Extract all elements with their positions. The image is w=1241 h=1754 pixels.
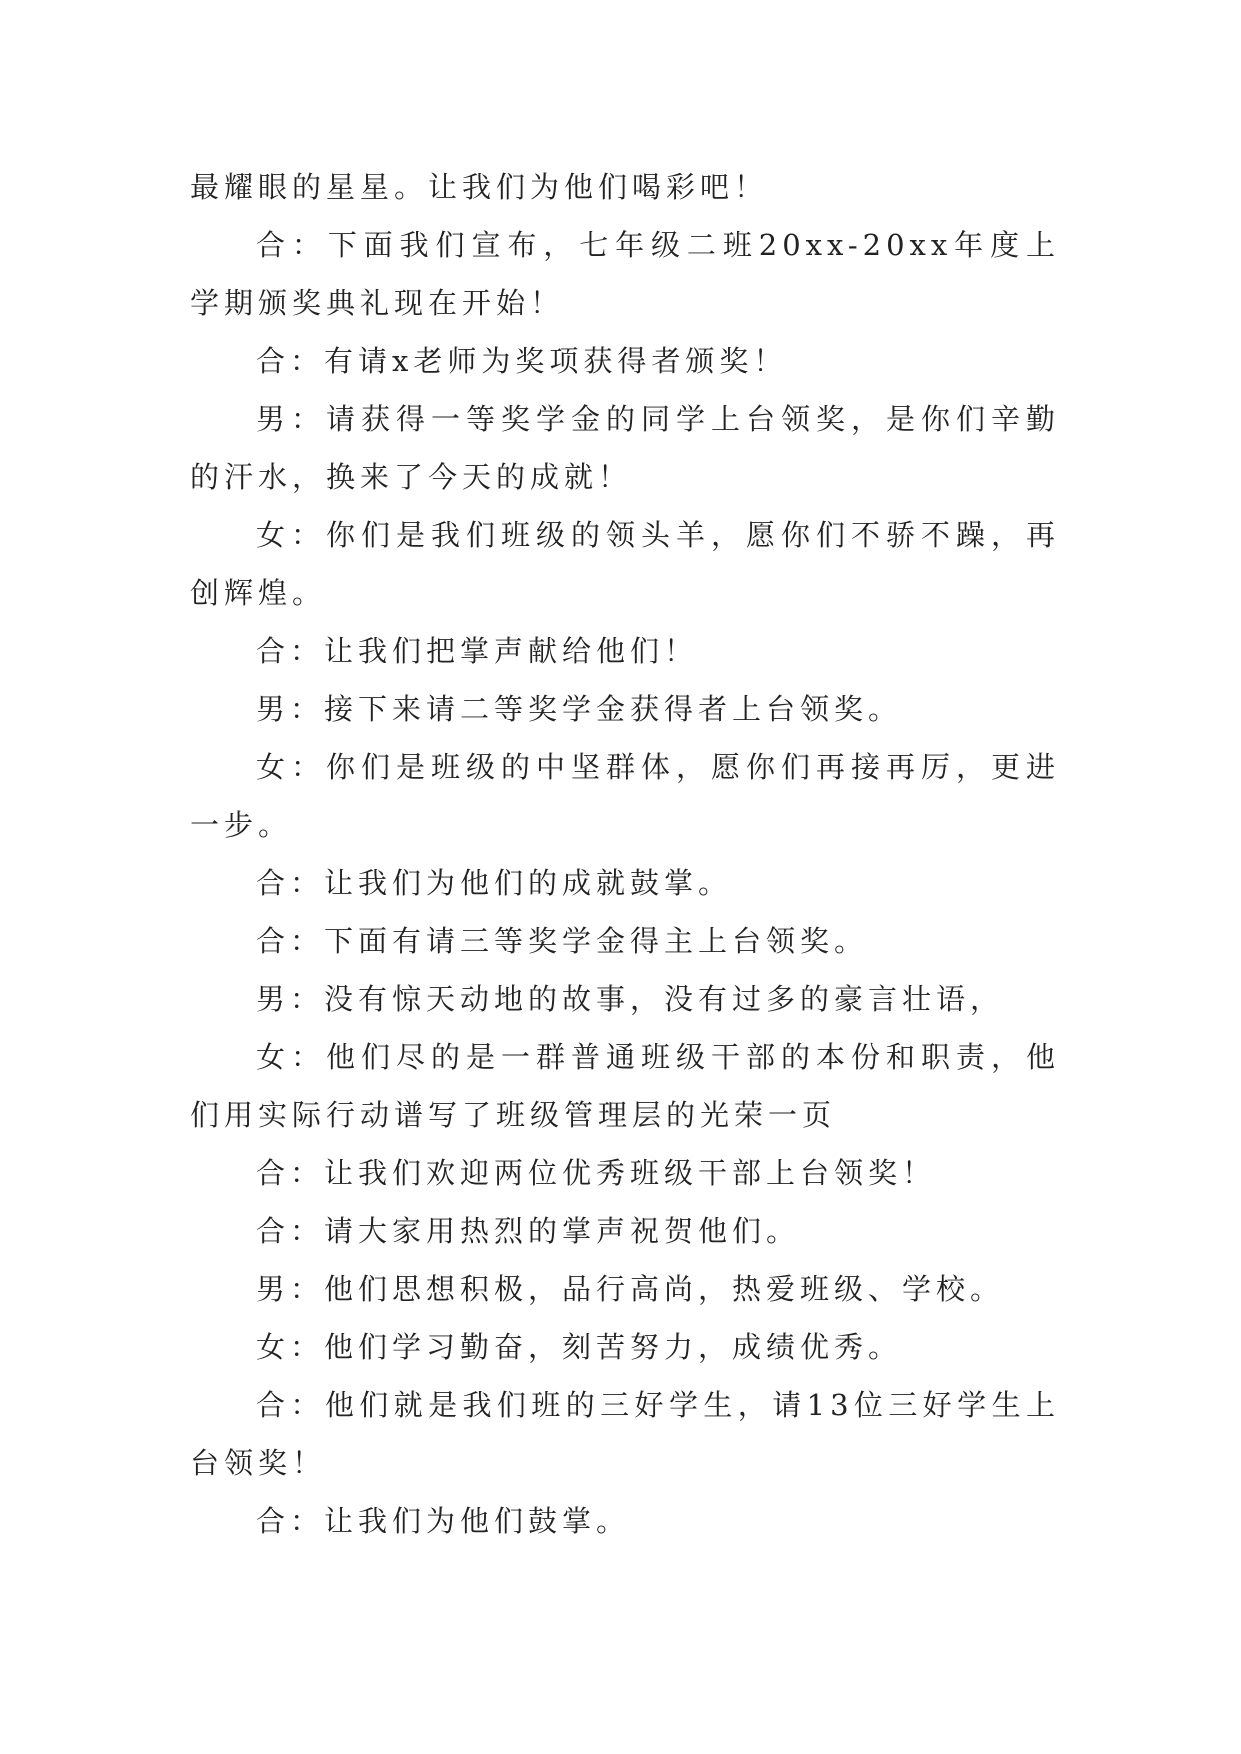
paragraph-1: 最耀眼的星星。让我们为他们喝彩吧！ [190, 170, 769, 204]
paragraph-9: 合：让我们为他们的成就鼓掌。 [256, 866, 733, 900]
paragraph-12: 女：他们尽的是一群普通班级干部的本份和职责，他们用实际行动谱写了班级管理层的光荣一页 [190, 1040, 1060, 1132]
paragraph-15: 男：他们思想积极，品行高尚，热爱班级、学校。 [256, 1272, 1005, 1306]
paragraph-16: 女：他们学习勤奋，刻苦努力，成绩优秀。 [256, 1330, 903, 1364]
paragraph-3: 合：有请x老师为奖项获得者颁奖！ [256, 344, 788, 378]
paragraph-14: 合：请大家用热烈的掌声祝贺他们。 [256, 1214, 801, 1248]
paragraph-11: 男：没有惊天动地的故事，没有过多的豪言壮语， [256, 982, 1005, 1016]
paragraph-18: 合：让我们为他们鼓掌。 [256, 1504, 631, 1538]
paragraph-5: 女：你们是我们班级的领头羊，愿你们不骄不躁，再创辉煌。 [190, 518, 1060, 610]
paragraph-4: 男：请获得一等奖学金的同学上台领奖，是你们辛勤的汗水，换来了今天的成就！ [190, 402, 1060, 494]
paragraph-2: 合：下面我们宣布，七年级二班20xx-20xx年度上学期颁奖典礼现在开始！ [190, 228, 1060, 320]
paragraph-17: 合：他们就是我们班的三好学生，请13位三好学生上台领奖！ [190, 1388, 1060, 1480]
paragraph-10: 合：下面有请三等奖学金得主上台领奖。 [256, 924, 869, 958]
document-body [190, 158, 1060, 1550]
paragraph-13: 合：让我们欢迎两位优秀班级干部上台领奖！ [256, 1156, 937, 1190]
paragraph-6: 合：让我们把掌声献给他们！ [256, 634, 699, 668]
paragraph-8: 女：你们是班级的中坚群体，愿你们再接再厉，更进一步。 [190, 750, 1060, 842]
paragraph-7: 男：接下来请二等奖学金获得者上台领奖。 [256, 692, 903, 726]
